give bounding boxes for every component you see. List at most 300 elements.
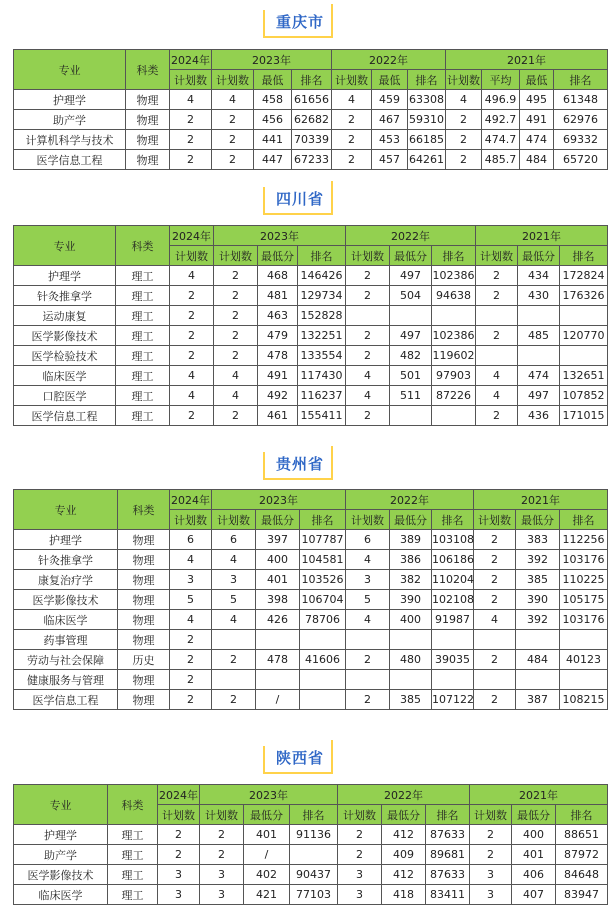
data-cell: 2 [212,690,256,710]
data-cell: 385 [390,690,432,710]
data-cell: 117430 [298,366,346,386]
table-row [14,845,608,865]
data-cell: 4 [346,550,390,570]
header-plan: 计划数 [200,805,244,825]
data-cell: 484 [516,650,560,670]
header-min-score: 最低分 [390,246,432,266]
category-cell: 理工 [116,346,170,366]
major-cell: 医学影像技术 [14,326,116,346]
data-cell: 2 [170,690,212,710]
major-cell: 临床医学 [14,610,118,630]
data-cell: 152828 [298,306,346,326]
data-cell: 458 [254,90,292,110]
data-cell: 102108 [432,590,474,610]
data-cell: 155411 [298,406,346,426]
major-cell: 医学信息工程 [14,150,126,170]
category-cell: 物理 [126,130,170,150]
header-2023: 2023年 [200,785,338,805]
table-row [14,630,608,650]
header-category: 科类 [126,50,170,90]
header-min-score: 最低分 [258,246,298,266]
data-cell: 2 [170,326,214,346]
data-cell [516,670,560,690]
data-cell: 89681 [426,845,470,865]
data-cell: 2 [474,690,516,710]
data-cell: 2 [214,266,258,286]
header-category: 科类 [118,490,170,530]
data-cell: 107787 [300,530,346,550]
data-cell: 459 [372,90,408,110]
header-plan: 计划数 [332,70,372,90]
data-cell: 3 [200,865,244,885]
data-cell [560,630,608,650]
data-cell: 2 [346,266,390,286]
header-2021: 2021年 [470,785,608,805]
data-cell: 6 [170,530,212,550]
major-cell: 劳动与社会保障 [14,650,118,670]
data-cell: 5 [170,590,212,610]
data-cell: 478 [258,346,298,366]
data-cell: 3 [170,570,212,590]
data-cell [432,306,476,326]
header-rank: 排名 [432,510,474,530]
data-cell: 474 [520,130,554,150]
data-cell: 474.7 [482,130,520,150]
data-cell: 110204 [432,570,474,590]
data-cell: 2 [200,825,244,845]
data-cell: 106186 [432,550,474,570]
data-cell: 4 [476,366,518,386]
major-cell: 护理学 [14,90,126,110]
data-cell [256,630,300,650]
data-cell: 108215 [560,690,608,710]
data-cell: 484 [520,150,554,170]
data-cell: 104581 [300,550,346,570]
category-cell: 理工 [116,366,170,386]
data-cell: 3 [470,865,512,885]
major-cell: 医学影像技术 [14,590,118,610]
header-2023: 2023年 [212,50,332,70]
data-cell: 2 [214,286,258,306]
data-cell: 4 [212,550,256,570]
header-plan: 计划数 [212,510,256,530]
data-cell: 497 [518,386,560,406]
data-cell: 3 [470,885,512,905]
header-plan: 计划数 [170,70,212,90]
header-min: 最低 [254,70,292,90]
data-cell: 447 [254,150,292,170]
data-cell: 40123 [560,650,608,670]
category-cell: 理工 [116,266,170,286]
data-cell: 2 [474,590,516,610]
header-rank: 排名 [292,70,332,90]
data-cell: 112256 [560,530,608,550]
data-cell: 2 [474,550,516,570]
header-rank: 排名 [556,805,608,825]
data-cell: 456 [254,110,292,130]
data-cell: 504 [390,286,432,306]
data-cell: 479 [258,326,298,346]
data-cell: 2 [158,845,200,865]
data-cell: 383 [516,530,560,550]
data-cell: 2 [476,266,518,286]
data-cell: 2 [158,825,200,845]
header-category: 科类 [108,785,158,825]
data-cell [390,630,432,650]
data-cell: 103526 [300,570,346,590]
data-cell: 385 [516,570,560,590]
data-cell: 2 [470,825,512,845]
data-cell [476,306,518,326]
data-cell: 2 [346,286,390,306]
data-cell: 4 [170,266,214,286]
header-plan: 计划数 [476,246,518,266]
header-plan: 计划数 [346,246,390,266]
data-cell: 2 [470,845,512,865]
header-min-score: 最低分 [382,805,426,825]
data-cell: 412 [382,865,426,885]
table-row [14,610,608,630]
category-cell: 物理 [118,630,170,650]
data-cell [346,670,390,690]
header-plan: 计划数 [346,510,390,530]
table-body [14,825,608,905]
section-chongqing [0,8,600,42]
header-min-score: 最低分 [512,805,556,825]
data-cell: 87972 [556,845,608,865]
data-cell: 146426 [298,266,346,286]
data-cell: 103176 [560,550,608,570]
data-cell [390,670,432,690]
data-cell: 495 [520,90,554,110]
data-cell [432,406,476,426]
data-cell: 2 [212,650,256,670]
major-cell: 医学影像技术 [14,865,108,885]
data-cell: 3 [200,885,244,905]
category-cell: 理工 [108,865,158,885]
data-cell: 4 [332,90,372,110]
data-cell: 400 [512,825,556,845]
data-cell: 4 [446,90,482,110]
header-plan: 计划数 [170,510,212,530]
category-cell: 物理 [118,570,170,590]
table-row [14,650,608,670]
data-cell [346,630,390,650]
data-cell: 107122 [432,690,474,710]
header-min: 最低 [372,70,408,90]
data-cell [518,346,560,366]
data-cell: 430 [518,286,560,306]
data-cell: 3 [158,885,200,905]
data-cell: 129734 [298,286,346,306]
data-cell: 69332 [554,130,608,150]
data-cell: 2 [214,326,258,346]
data-cell: 392 [516,550,560,570]
data-cell: 390 [390,590,432,610]
data-cell: 67233 [292,150,332,170]
data-cell: 87633 [426,825,470,845]
data-cell: 5 [346,590,390,610]
category-cell: 物理 [118,610,170,630]
data-cell: 133554 [298,346,346,366]
table-row [14,306,608,326]
header-2022: 2022年 [338,785,470,805]
data-cell: 400 [256,550,300,570]
data-cell: 39035 [432,650,474,670]
header-plan: 计划数 [446,70,482,90]
section-sichuan [0,185,600,219]
data-cell: 2 [170,670,212,690]
category-cell: 理工 [116,406,170,426]
data-cell: 2 [346,346,390,366]
header-min-score: 最低分 [244,805,290,825]
header-plan: 计划数 [474,510,516,530]
data-cell: 481 [258,286,298,306]
data-cell: 491 [520,110,554,130]
header-2022: 2022年 [346,490,474,510]
data-cell: 382 [390,570,432,590]
data-cell: 4 [214,386,258,406]
data-cell: 105175 [560,590,608,610]
header-rank: 排名 [300,510,346,530]
data-cell: 401 [512,845,556,865]
data-cell: 171015 [560,406,608,426]
table-row [14,825,608,845]
header-category: 科类 [116,226,170,266]
header-rank: 排名 [408,70,446,90]
data-cell: 87226 [432,386,476,406]
data-cell: 398 [256,590,300,610]
header-2021: 2021年 [476,226,608,246]
table-row [14,865,608,885]
data-cell: 103176 [560,610,608,630]
data-cell: 2 [170,286,214,306]
data-cell: 389 [390,530,432,550]
category-cell: 物理 [118,530,170,550]
category-cell: 物理 [126,150,170,170]
table-row [14,266,608,286]
category-cell: 理工 [116,326,170,346]
major-cell: 护理学 [14,825,108,845]
table-sichuan [13,225,608,426]
data-cell: 492 [258,386,298,406]
data-cell: 4 [170,550,212,570]
header-rank: 排名 [560,246,608,266]
data-cell: 4 [476,386,518,406]
data-cell [212,630,256,650]
table-guizhou [13,489,608,710]
data-cell: 386 [390,550,432,570]
data-cell: 392 [516,610,560,630]
data-cell: 2 [170,130,212,150]
data-cell: 2 [170,630,212,650]
data-cell: 2 [474,650,516,670]
table-body [14,530,608,710]
category-cell: 理工 [108,885,158,905]
header-major: 专业 [14,50,126,90]
data-cell: 61348 [554,90,608,110]
table-row [14,130,608,150]
data-cell: 2 [332,150,372,170]
data-cell: 426 [256,610,300,630]
data-cell: 478 [256,650,300,670]
data-cell: 406 [512,865,556,885]
data-cell [390,306,432,326]
table-shaanxi [13,784,608,905]
data-cell: 412 [382,825,426,845]
data-cell: 407 [512,885,556,905]
data-cell: 2 [170,110,212,130]
data-cell [516,630,560,650]
table-row [14,570,608,590]
data-cell: 5 [212,590,256,610]
data-cell: 4 [212,90,254,110]
header-min: 最低 [520,70,554,90]
data-cell: 3 [346,570,390,590]
data-cell: 474 [518,366,560,386]
data-cell: 387 [516,690,560,710]
major-cell: 健康服务与管理 [14,670,118,690]
data-cell: 3 [212,570,256,590]
table-row [14,386,608,406]
data-cell [560,306,608,326]
table-body [14,90,608,170]
header-2024: 2024年 [170,226,214,246]
data-cell: 2 [474,530,516,550]
section-guizhou [0,450,600,484]
header-plan: 计划数 [470,805,512,825]
data-cell [346,306,390,326]
title-chongqing [0,8,600,42]
table-row [14,530,608,550]
data-cell: 2 [446,110,482,130]
header-2024: 2024年 [170,490,212,510]
data-cell: 172824 [560,266,608,286]
data-cell: 110225 [560,570,608,590]
data-cell: 94638 [432,286,476,306]
category-cell: 物理 [126,90,170,110]
data-cell: 64261 [408,150,446,170]
data-cell: 41606 [300,650,346,670]
header-rank: 排名 [432,246,476,266]
data-cell: 2 [446,130,482,150]
data-cell: 3 [338,885,382,905]
data-cell: 66185 [408,130,446,150]
table-row [14,150,608,170]
title-shaanxi [0,744,600,778]
data-cell: 482 [390,346,432,366]
major-cell: 药事管理 [14,630,118,650]
data-cell: 63308 [408,90,446,110]
major-cell: 针灸推拿学 [14,286,116,306]
data-cell: 480 [390,650,432,670]
data-cell: 65720 [554,150,608,170]
data-cell: 132251 [298,326,346,346]
header-rank: 排名 [554,70,608,90]
table-row [14,406,608,426]
data-cell: 4 [170,610,212,630]
category-cell: 理工 [108,845,158,865]
data-cell [212,670,256,690]
data-cell: 4 [212,610,256,630]
data-cell: 2 [474,570,516,590]
data-cell: 84648 [556,865,608,885]
data-cell [518,306,560,326]
data-cell: 2 [170,150,212,170]
table-row [14,550,608,570]
data-cell: 87633 [426,865,470,885]
data-cell: 485.7 [482,150,520,170]
data-cell [432,630,474,650]
header-min-score: 最低分 [390,510,432,530]
major-cell: 助产学 [14,110,126,130]
category-cell: 物理 [118,590,170,610]
data-cell: 463 [258,306,298,326]
data-cell: 102386 [432,326,476,346]
data-cell [300,690,346,710]
title-guizhou [0,450,600,484]
data-cell: 132651 [560,366,608,386]
data-cell: 2 [332,110,372,130]
data-cell: 501 [390,366,432,386]
major-cell: 助产学 [14,845,108,865]
data-cell: 4 [346,610,390,630]
major-cell: 护理学 [14,266,116,286]
data-cell: 491 [258,366,298,386]
data-cell: 102386 [432,266,476,286]
header-avg: 平均 [482,70,520,90]
header-2023: 2023年 [212,490,346,510]
data-cell: 6 [212,530,256,550]
data-cell: 402 [244,865,290,885]
category-cell: 物理 [118,690,170,710]
category-cell: 物理 [118,550,170,570]
table-row [14,110,608,130]
data-cell: 421 [244,885,290,905]
data-cell: 59310 [408,110,446,130]
data-cell: 83411 [426,885,470,905]
data-cell: 2 [476,286,518,306]
data-cell: 2 [332,130,372,150]
data-cell: 61656 [292,90,332,110]
table-row [14,590,608,610]
data-cell: 83947 [556,885,608,905]
data-cell [300,630,346,650]
major-cell: 康复治疗学 [14,570,118,590]
header-min-score: 最低分 [256,510,300,530]
data-cell: 453 [372,130,408,150]
data-cell: 4 [346,386,390,406]
table-chongqing [13,49,608,170]
data-cell [290,845,338,865]
data-cell: 97903 [432,366,476,386]
data-cell: 400 [390,610,432,630]
section-title: 贵州省 [275,455,324,473]
header-2024: 2024年 [158,785,200,805]
data-cell: 120770 [560,326,608,346]
header-plan: 计划数 [338,805,382,825]
section-title: 四川省 [275,190,324,208]
category-cell: 物理 [126,110,170,130]
data-cell: 457 [372,150,408,170]
major-cell: 运动康复 [14,306,116,326]
data-cell: 62976 [554,110,608,130]
section-title: 重庆市 [275,13,324,31]
header-plan: 计划数 [170,246,214,266]
header-plan: 计划数 [158,805,200,825]
major-cell: 临床医学 [14,366,116,386]
table-row [14,346,608,366]
